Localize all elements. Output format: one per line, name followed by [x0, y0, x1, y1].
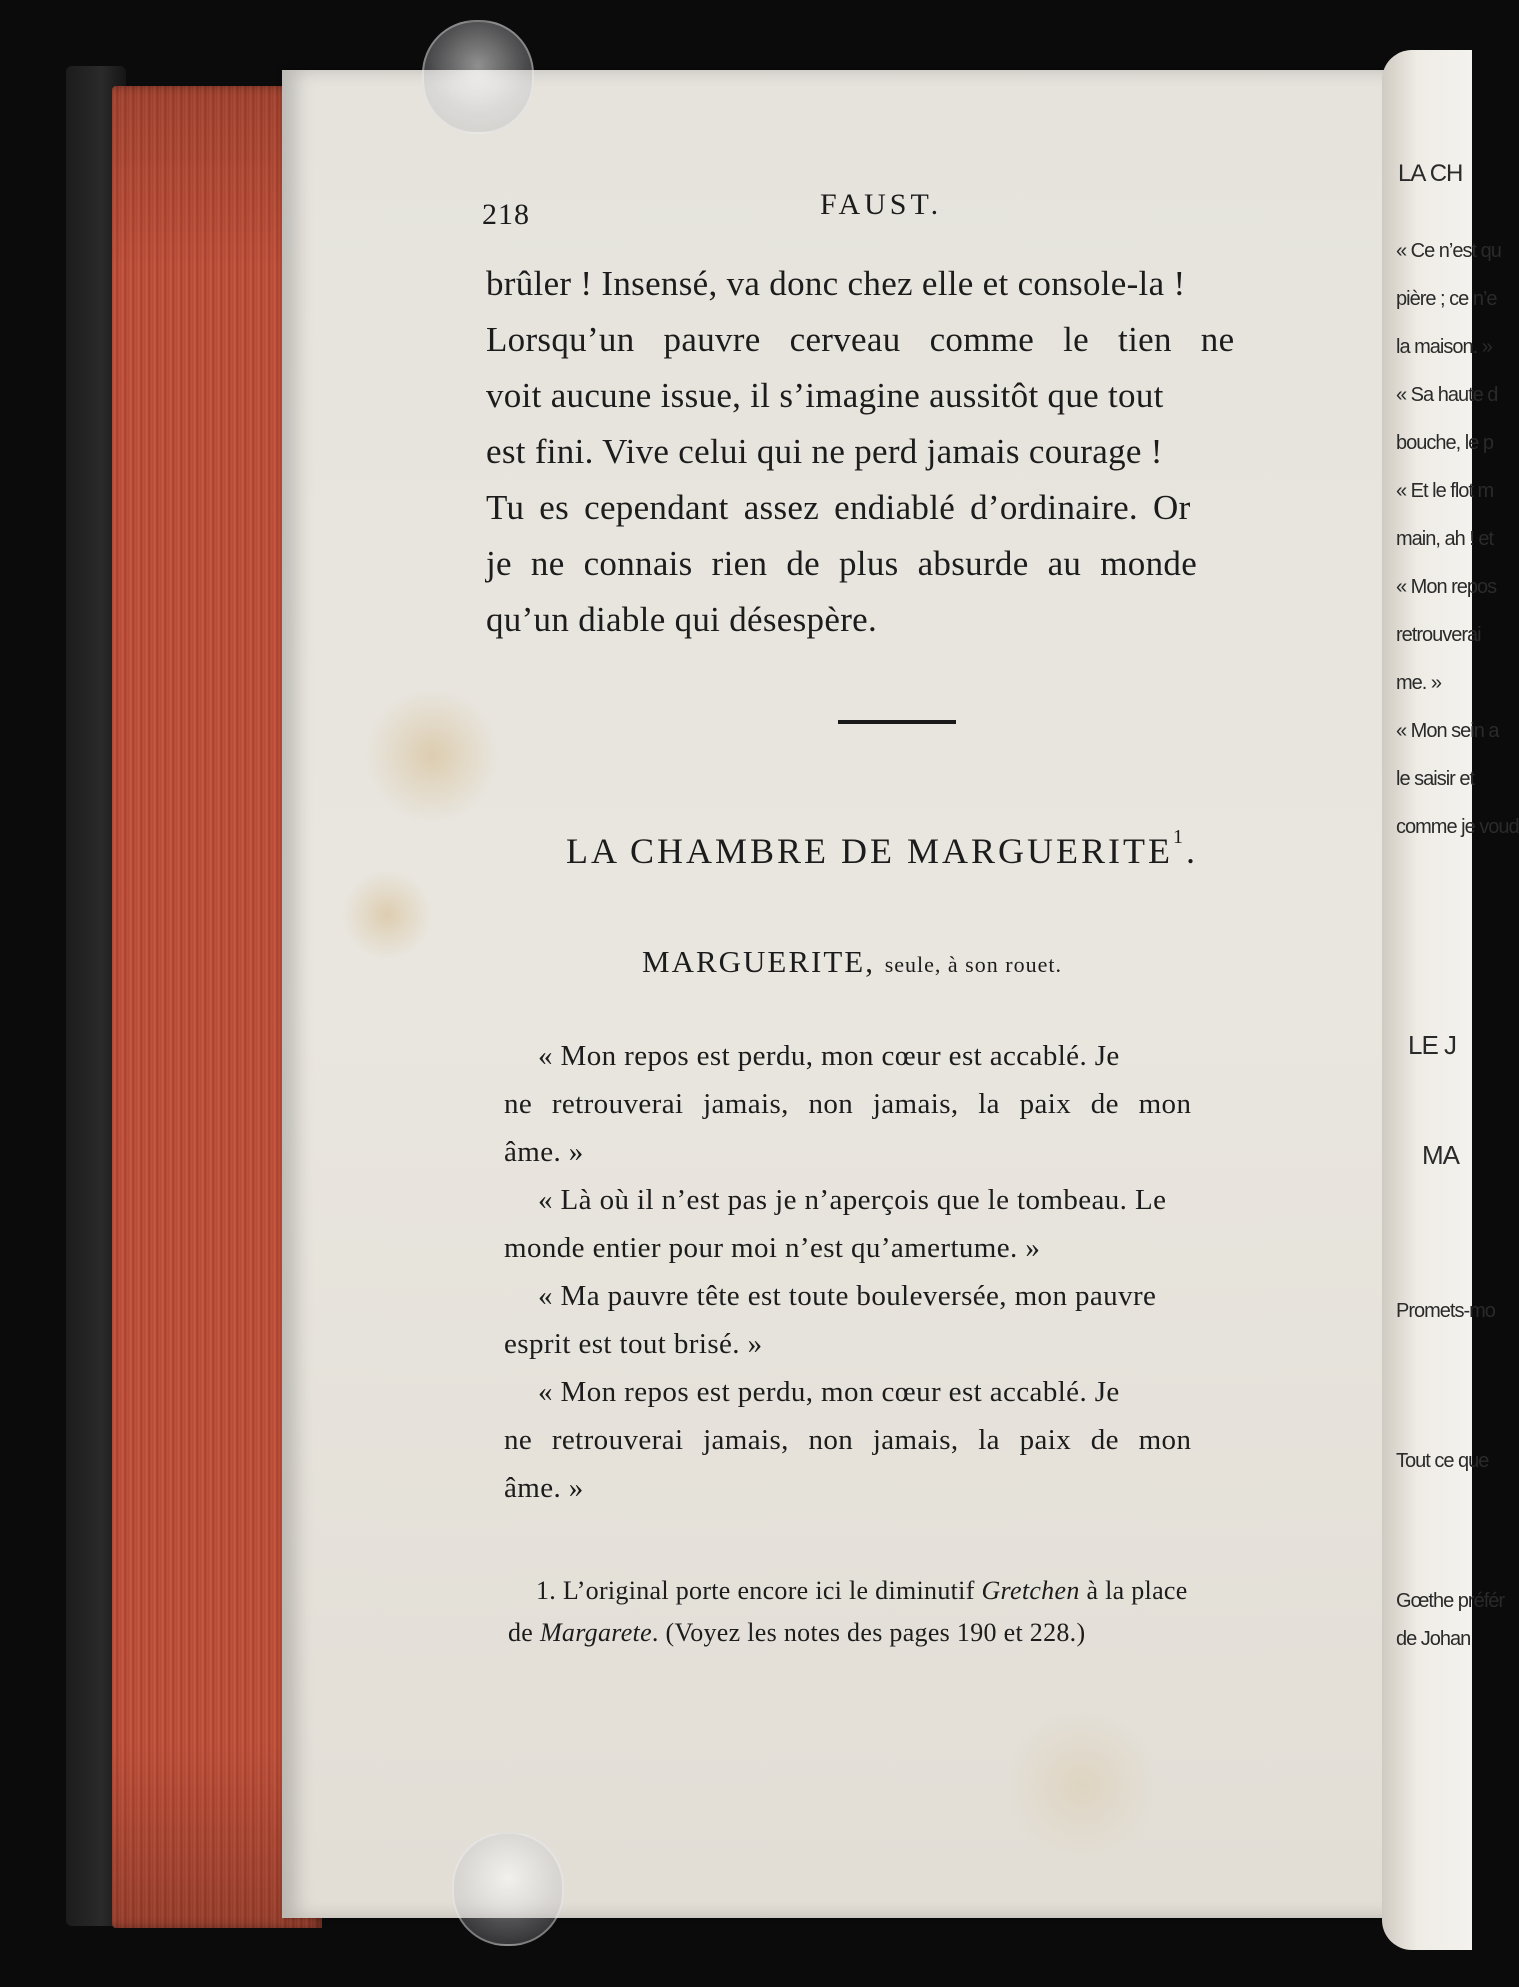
facing-page-fragment: me. » [1396, 672, 1442, 694]
body-line: brûler ! Insensé, va donc chez elle et console-la ! [486, 264, 1186, 303]
paper-stain [362, 690, 502, 820]
verse-line: « Ma pauvre tête est toute bouleversée, mon pauvre [538, 1280, 1157, 1312]
facing-page-fragment: « Sa haute d [1396, 384, 1498, 406]
facing-page-fragment: Gœthe préfér [1396, 1590, 1505, 1612]
verse-line: âme. » [504, 1472, 584, 1504]
facing-page-fragment: « Et le flot m [1396, 480, 1494, 502]
verse-line: esprit est tout brisé. » [504, 1328, 763, 1360]
body-line: est fini. Vive celui qui ne perd jamais courage ! [486, 432, 1163, 471]
footnote-italic: Gretchen [981, 1576, 1080, 1605]
facing-page-fragment: comme je voud [1396, 816, 1519, 838]
facing-page-fragment: « Mon sein a [1396, 720, 1499, 742]
verse-line: âme. » [504, 1136, 584, 1168]
body-line: Lorsqu’un pauvre cerveau comme le tien ne [486, 320, 1235, 359]
footnote-text: 1. L’original porte encore ici le diminutif [536, 1576, 982, 1605]
footnote-text: . (Voyez les notes des pages 190 et 228.) [651, 1618, 1086, 1647]
body-line: qu’un diable qui désespère. [486, 600, 878, 639]
footnote-ref: 1 [1173, 826, 1187, 848]
verse-line: monde entier pour moi n’est qu’amertume. » [504, 1232, 1041, 1264]
stage-direction: seule, à son rouet. [884, 952, 1062, 977]
paper-stain [342, 870, 432, 960]
speaker-heading [642, 944, 1062, 980]
facing-page-fragment: main, ah ! et [1396, 528, 1494, 550]
running-title: FAUST. [820, 188, 943, 221]
footnote-italic: Margarete [539, 1618, 652, 1647]
facing-page-fragment: pière ; ce n’e [1396, 288, 1497, 310]
verse-line: ne retrouverai jamais, non jamais, la paix de mon [504, 1424, 1192, 1456]
verse-line: « Mon repos est perdu, mon cœur est accablé. Je [538, 1040, 1120, 1072]
section-divider [838, 720, 956, 724]
page-clip-bottom [452, 1832, 564, 1946]
page-number: 218 [482, 198, 530, 231]
body-line: Tu es cependant assez endiablé d’ordinaire. Or [486, 488, 1191, 527]
footnote-text: à la place [1079, 1576, 1188, 1605]
facing-page-fragment: MA [1422, 1140, 1459, 1170]
verse-line: ne retrouverai jamais, non jamais, la paix de mon [504, 1088, 1192, 1120]
facing-page-fragment: Tout ce que [1396, 1450, 1489, 1472]
footnote-text: de [508, 1618, 540, 1647]
section-title-text: LA CHAMBRE DE MARGUERITE [566, 831, 1174, 871]
facing-page-fragment: bouche, le p [1396, 432, 1493, 454]
section-title [566, 826, 1199, 872]
facing-page-fragment: « Ce n’est qu [1396, 240, 1501, 262]
facing-page-fragment: Promets-mo [1396, 1300, 1495, 1322]
footnote-line [536, 1576, 1188, 1606]
facing-page-fragment: la maison. » [1396, 336, 1492, 358]
facing-page-fragment: retrouverai [1396, 624, 1481, 646]
section-title-period: . [1186, 831, 1199, 871]
body-line: je ne connais rien de plus absurde au monde [486, 544, 1198, 583]
facing-page-fragment: de Johan [1396, 1628, 1471, 1650]
verse-line: « Mon repos est perdu, mon cœur est accablé. Je [538, 1376, 1120, 1408]
page-clip-top [422, 20, 534, 134]
footnote-line [508, 1618, 1085, 1648]
facing-page-fragment: LA CH [1398, 160, 1463, 187]
paper-stain [1002, 1710, 1162, 1860]
verse-line: « Là où il n’est pas je n’aperçois que le tombeau. Le [538, 1184, 1167, 1216]
facing-page-fragment: « Mon repos [1396, 576, 1497, 598]
speaker-name: MARGUERITE, [642, 944, 875, 979]
facing-page-fragment: le saisir et [1396, 768, 1475, 790]
facing-page-fragment: LE J [1408, 1030, 1457, 1060]
facing-page [1382, 50, 1519, 1950]
body-line: voit aucune issue, il s’imagine aussitôt que tout [486, 376, 1164, 415]
